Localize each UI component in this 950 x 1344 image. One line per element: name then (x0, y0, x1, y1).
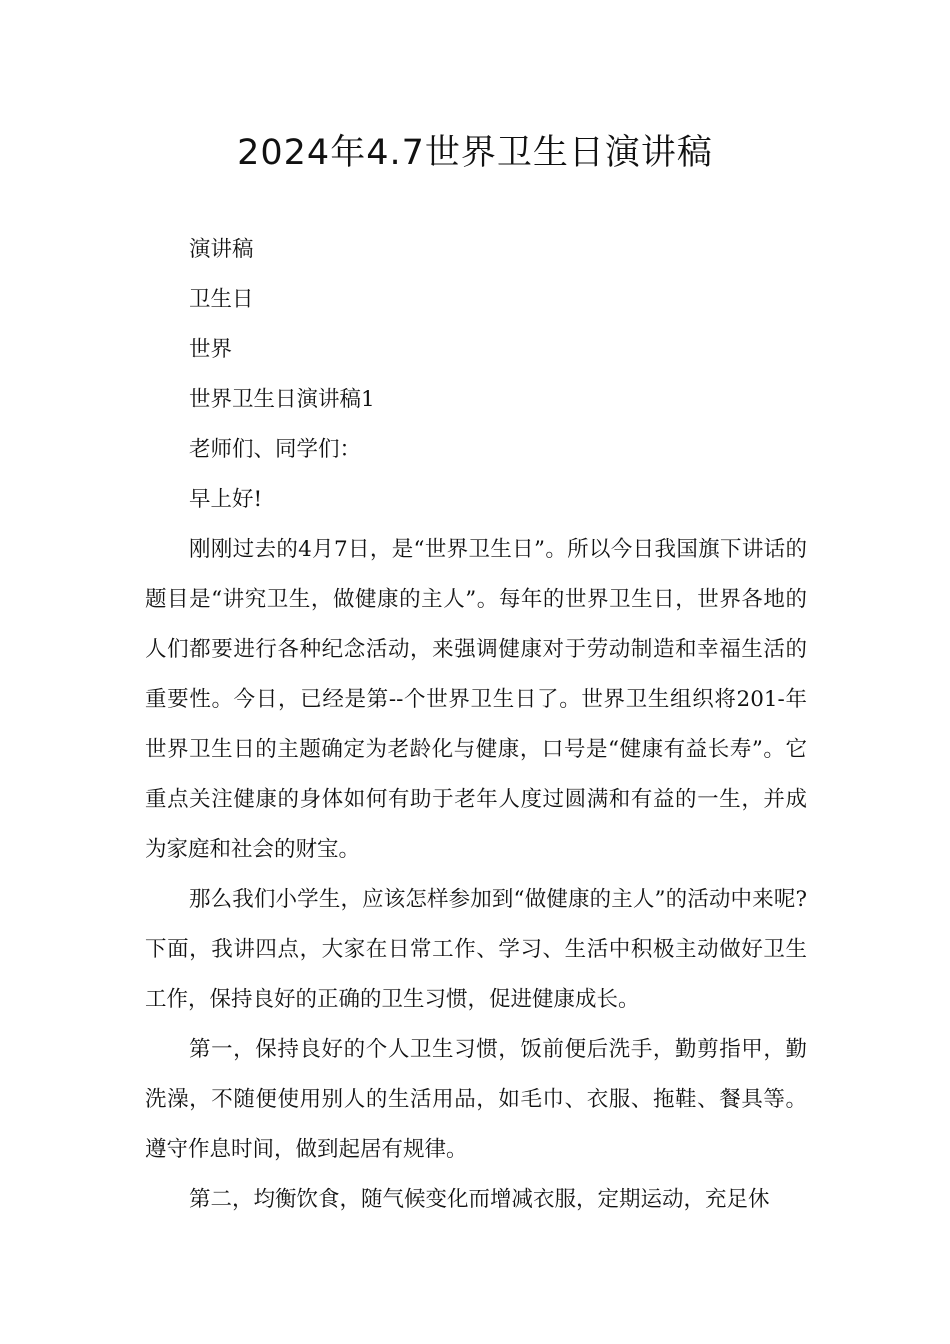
greeting: 老师们、同学们： (189, 437, 362, 462)
speech-heading: 世界卫生日演讲稿1 (189, 387, 375, 412)
document-title: 2024年4.7世界卫生日演讲稿 (237, 133, 713, 173)
body-paragraph: 第二，均衡饮食，随气候变化而增减衣服，定期运动，充足休 (189, 1187, 770, 1212)
body-paragraph: 第一，保持良好的个人卫生习惯，饭前便后洗手，勤剪指甲，勤洗澡，不随便使用别人的生活用品，如毛巾、衣服、拖鞋、餐具等。遵守作息时间，做到起居有规律。 (145, 1037, 807, 1162)
keyword-line: 演讲稿 (189, 237, 254, 262)
body-paragraph: 那么我们小学生，应该怎样参加到“做健康的主人”的活动中来呢?下面，我讲四点，大家在日常工作、学习、生活中积极主动做好卫生工作，保持良好的正确的卫生习惯，促进健康成长。 (145, 887, 807, 1012)
document-body (145, 225, 807, 1225)
salutation: 早上好! (189, 487, 263, 512)
keyword-line: 卫生日 (189, 287, 254, 312)
body-paragraph: 刚刚过去的4月7日，是“世界卫生日”。所以今日我国旗下讲话的题目是“讲究卫生，做健康的主人”。每年的世界卫生日，世界各地的人们都要进行各种纪念活动，来强调健康对于劳动制造和幸福生活的重要性。今日，已经是第--个世界卫生日了。世界卫生组织将201-年世界卫生日的主题确定为老龄化与健康，口号是“健康有益长寿”。它重点关注健康的身体如何有助于老年人度过圆满和有益的一生，并成为家庭和社会的财宝。 (145, 537, 807, 862)
keyword-line: 世界 (189, 337, 233, 362)
